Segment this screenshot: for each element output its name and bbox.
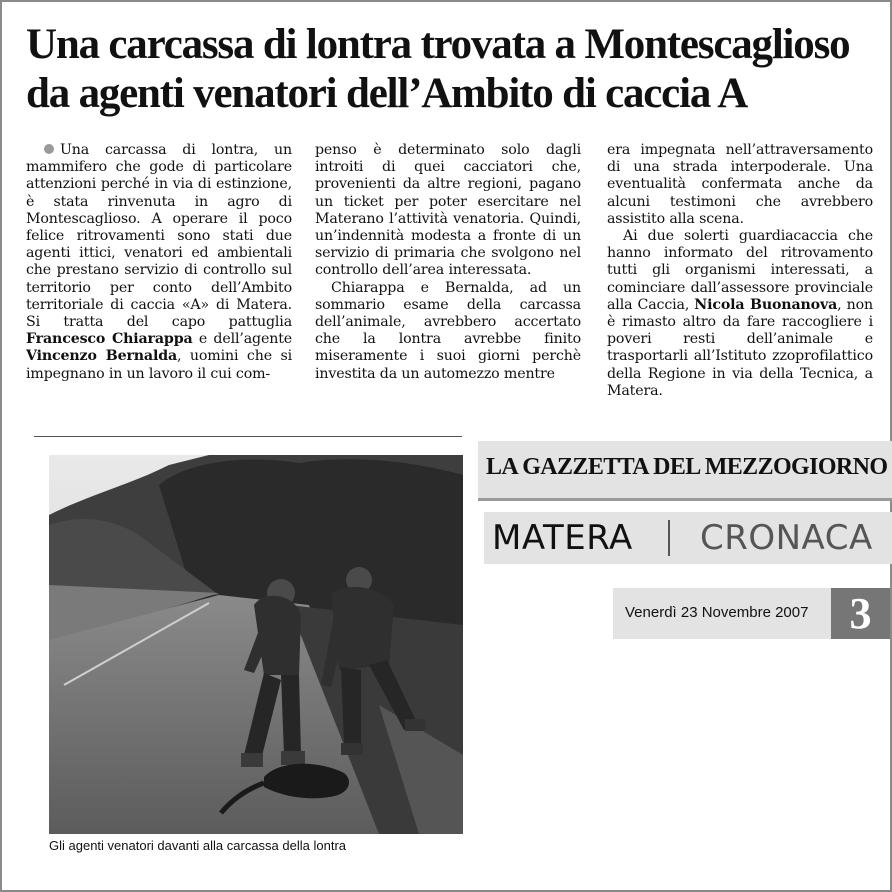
publication-date: Venerdì 23 Novembre 2007 [625,604,809,621]
news-photo [49,455,463,834]
article-text: Ai due solerti guardiacaccia che hanno informato del ritrovamento tutti gli organismi interessati, a cominciare dall’assessore provinciale alla Caccia, [607,228,873,313]
date-band [613,588,831,639]
article-paragraph [607,228,873,400]
article-text: Una carcassa di lontra, un mammifero che gode di particolare attenzioni perché in via di estinzione, è stata rinvenuta in agro di Montescaglioso. A operare il poco felice ritrovamenti sono stati due agenti ittici, venatori ed ambientali che prestano servizio di controllo sul territorio per conto dell’Ambito territoriale di caccia «A» di Matera. Si tratta del capo pattuglia [26,142,292,331]
divider [34,436,462,437]
person-name: Vincenzo Bernalda [26,348,178,365]
article-paragraph: penso è determinato solo dagli introiti di quei cacciatori che, provenienti da altre regioni, pagano un ticket per poter esercitare nel Materano l’attività venatoria. Quindi, un’indennità modesta a fronte di un servizio di primaria che svolgono nel controllo dell’area interessata. [315,142,581,279]
bullet-icon [44,144,54,154]
headline-line-1: Una carcassa di lontra trovata a Montescaglioso [26,21,850,68]
newspaper-name: LA GAZZETTA DEL MEZZOGIORNO [486,454,888,480]
article-text: , uomini che si impegnano in un lavoro il cui com- [26,348,292,382]
person-name: Francesco Chiarappa [26,331,193,348]
headline [26,20,876,118]
page-number: 3 [849,589,872,638]
newspaper-masthead [478,441,892,501]
headline-line-2: da agenti venatori dell’Ambito di caccia A [26,70,748,117]
article-column-2 [315,142,581,383]
article-text: , non è rimasto altro da fare raccogliere i poveri resti dell’animale e trasportarli all’Istituto zzoprofilattico della Regione in via della Tecnica, a Matera. [607,296,873,399]
person-name: Nicola Buonanova [694,296,838,313]
article-text: e dell’agente [192,331,292,348]
section-header [484,512,892,564]
article-paragraph: era impegnata nell’attraversamento di una strada interpoderale. Una eventualità confermata anche da alcuni testimoni che avrebbero assistito alla scena. [607,142,873,227]
photo-caption: Gli agenti venatori davanti alla carcassa della lontra [49,838,347,853]
section-category: CRONACA [700,518,873,558]
photo-illustration [49,455,463,834]
page-number-box [831,588,890,639]
article-paragraph: Chiarappa e Bernalda, ad un sommario esame della carcassa dell’animale, avrebbero accertato che la lontra avrebbe finito miseramente i suoi giorni perchè investita da un automezzo mentre [315,279,581,382]
section-city: MATERA [492,518,633,558]
article-paragraph [26,142,292,383]
section-separator [668,520,670,556]
article-column-1 [26,142,292,383]
article-column-3 [607,142,873,400]
